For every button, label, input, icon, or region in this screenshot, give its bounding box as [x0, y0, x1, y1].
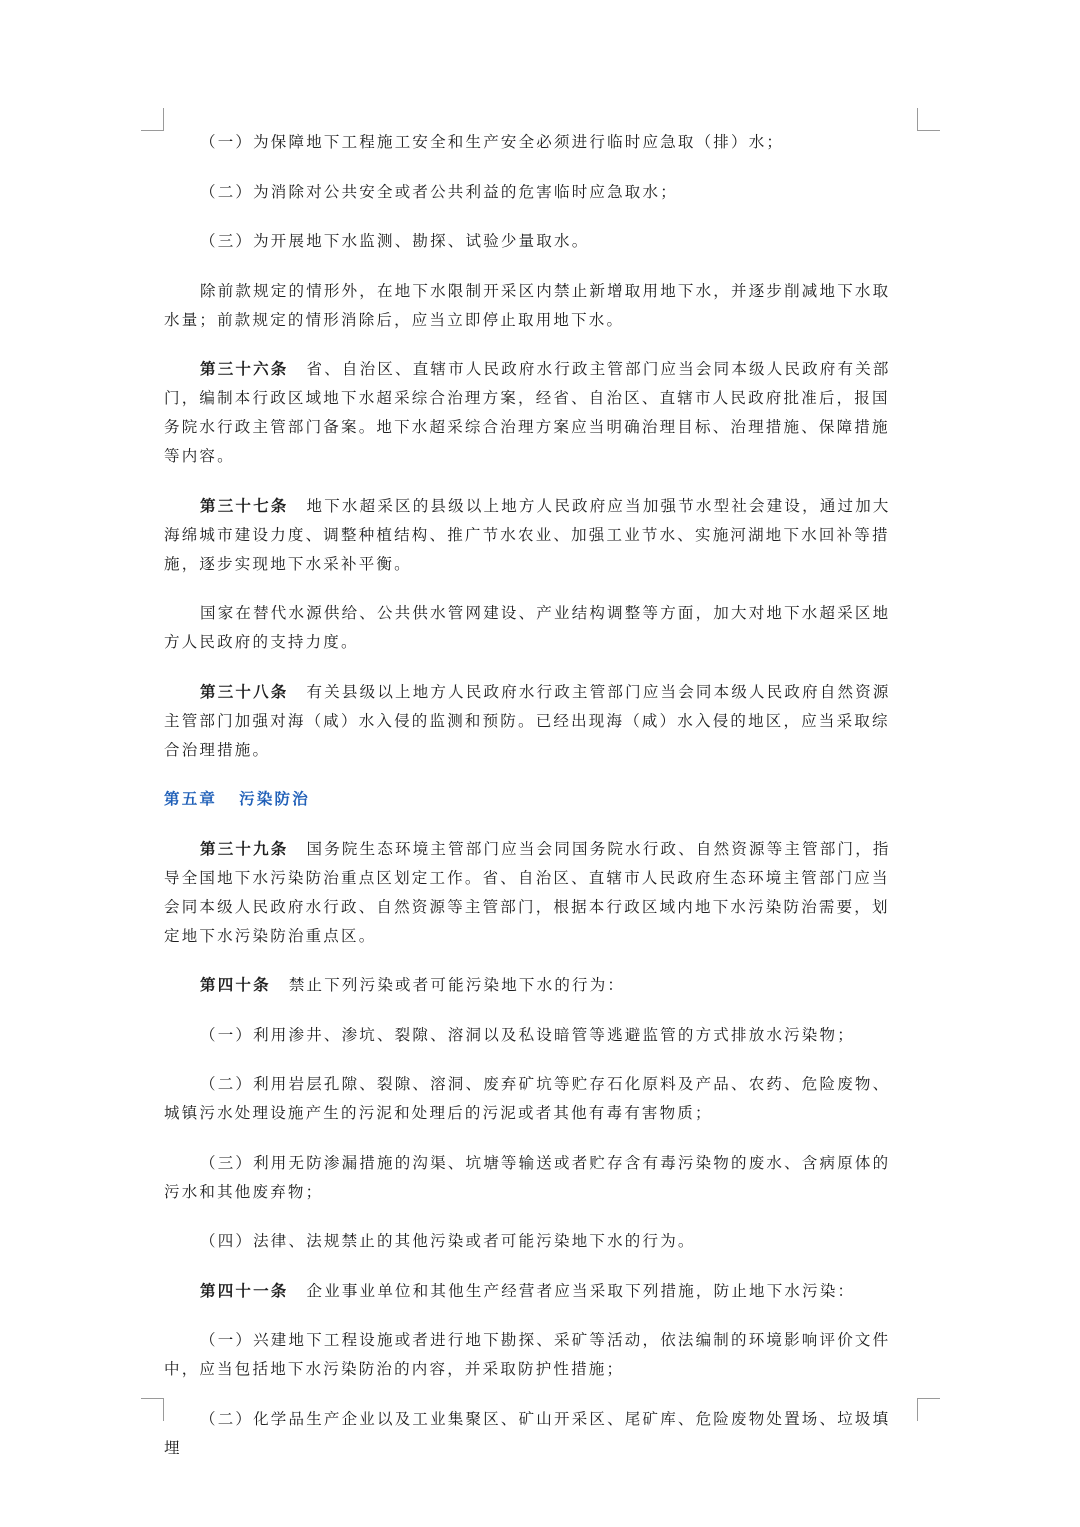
paragraph-item: [164, 1070, 906, 1128]
page-corner-mark-top-right: [917, 108, 940, 131]
paragraph-item: [164, 178, 906, 207]
paragraph-text: （二）利用岩层孔隙、裂隙、溶洞、废弃矿坑等贮存石化原料及产品、农药、危险废物、城镇污水处理设施产生的污泥和处理后的污泥或者其他有毒有害物质；: [164, 1075, 891, 1122]
paragraph-item: [164, 128, 906, 157]
chapter-heading: [164, 785, 906, 814]
paragraph-text: （三）利用无防渗漏措施的沟渠、坑塘等输送或者贮存含有毒污染物的废水、含病原体的污水和其他废弃物；: [164, 1153, 891, 1201]
article-text: 国务院生态环境主管部门应当会同国务院水行政、自然资源等主管部门，指导全国地下水污染防治重点区划定工作。省、自治区、直辖市人民政府生态环境主管部门应当会同本级人民政府水行政、自然资源等主管部门，根据本行政区域内地下水污染防治需要，划定地下水污染防治重点区。: [164, 839, 891, 945]
paragraph-item: [164, 1227, 906, 1256]
page-corner-mark-bottom-right: [917, 1398, 940, 1421]
article-36: [164, 355, 906, 471]
article-number: 第四十条: [200, 976, 271, 994]
paragraph-text: （一）利用渗井、渗坑、裂隙、溶洞以及私设暗管等逃避监管的方式排放水污染物；: [200, 1025, 855, 1044]
article-number: 第三十七条: [200, 496, 289, 515]
page-corner-mark-bottom-left: [141, 1398, 164, 1421]
document-body: [164, 128, 906, 1463]
article-39: [164, 835, 906, 951]
paragraph-item: [164, 1021, 906, 1050]
paragraph-item: [164, 1149, 906, 1207]
paragraph-text: （四）法律、法规禁止的其他污染或者可能污染地下水的行为。: [200, 1232, 696, 1250]
article-text: 禁止下列污染或者可能污染地下水的行为：: [288, 976, 626, 994]
article-38: [164, 678, 906, 765]
article-text: 地下水超采区的县级以上地方人民政府应当加强节水型社会建设，通过加大海绵城市建设力度、调整种植结构、推广节水农业、加强工业节水、实施河湖地下水回补等措施，逐步实现地下水采补平衡。: [164, 496, 891, 573]
paragraph-text: （一）为保障地下工程施工安全和生产安全必须进行临时应急取（排）水；: [200, 133, 785, 151]
article-41: [164, 1277, 906, 1306]
article-number: 第三十六条: [200, 360, 289, 378]
article-number: 第四十一条: [200, 1281, 289, 1300]
article-text: 省、自治区、直辖市人民政府水行政主管部门应当会同本级人民政府有关部门，编制本行政区域地下水超采综合治理方案，经省、自治区、直辖市人民政府批准后，报国务院水行政主管部门备案。地下水超采综合治理方案应当明确治理目标、治理措施、保障措施等内容。: [164, 360, 891, 465]
paragraph-text: （二）为消除对公共安全或者公共利益的危害临时应急取水；: [200, 182, 678, 201]
paragraph-item: [164, 1326, 906, 1384]
paragraph-item: [164, 599, 906, 657]
paragraph-text: 除前款规定的情形外，在地下水限制开采区内禁止新增取用地下水，并逐步削减地下水取水量；前款规定的情形消除后，应当立即停止取用地下水。: [164, 281, 891, 329]
article-number: 第三十八条: [200, 682, 289, 701]
paragraph-text: （一）兴建地下工程设施或者进行地下勘探、采矿等活动，依法编制的环境影响评价文件中，应当包括地下水污染防治的内容，并采取防护性措施；: [164, 1331, 891, 1378]
paragraph-text: （二）化学品生产企业以及工业集聚区、矿山开采区、尾矿库、危险废物处置场、垃圾填埋: [164, 1409, 891, 1457]
article-40: [164, 971, 906, 1000]
article-text: 企业事业单位和其他生产经营者应当采取下列措施，防止地下水污染：: [306, 1281, 856, 1300]
article-number: 第三十九条: [200, 839, 289, 858]
paragraph-item: [164, 1405, 906, 1463]
paragraph-text: （三）为开展地下水监测、勘探、试验少量取水。: [200, 232, 590, 250]
paragraph-text: 国家在替代水源供给、公共供水管网建设、产业结构调整等方面，加大对地下水超采区地方人民政府的支持力度。: [164, 604, 891, 651]
chapter-number: 第五章: [164, 790, 218, 808]
article-37: [164, 492, 906, 579]
paragraph-item: [164, 227, 906, 256]
paragraph-item: [164, 277, 906, 335]
page-corner-mark-top-left: [141, 108, 164, 131]
chapter-title: 污染防治: [239, 790, 310, 808]
article-text: 有关县级以上地方人民政府水行政主管部门应当会同本级人民政府自然资源主管部门加强对海（咸）水入侵的监测和预防。已经出现海（咸）水入侵的地区，应当采取综合治理措施。: [164, 682, 891, 759]
